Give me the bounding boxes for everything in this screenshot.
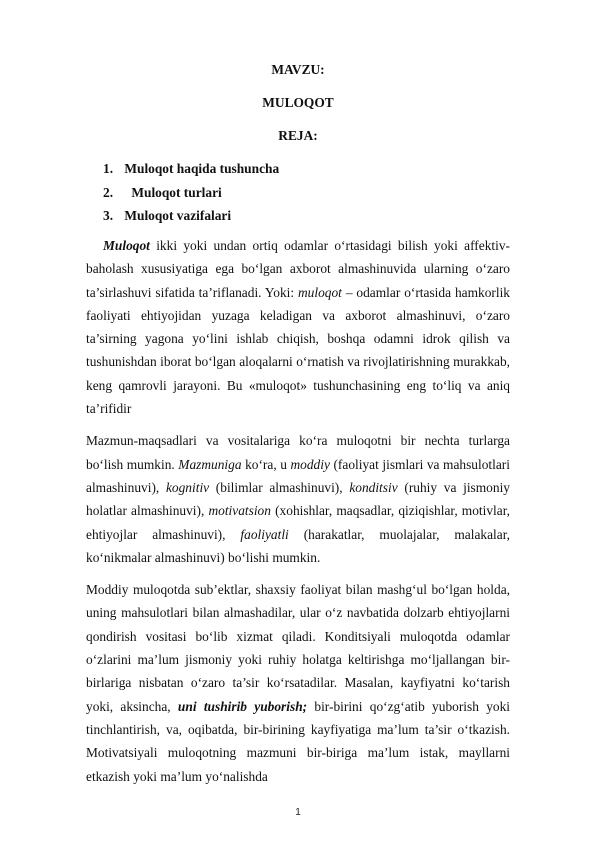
paragraph-text: Mazmun-maqsadlari va vositalariga ko‘ra muloqotni bir nechta turlarga bo‘lish mumkin. — [86, 433, 510, 472]
page-number: 1 — [295, 807, 301, 818]
paragraph-text: (xohishlar, maqsadlar, qiziqishlar, motivlar, ehtiyojlar almashinuvi), — [86, 503, 510, 542]
plan-heading: REJA: — [278, 128, 318, 143]
plan-item — [103, 181, 279, 205]
title-heading: MULOQOT — [262, 95, 334, 110]
plan-item — [103, 157, 279, 181]
plan-item-text: Muloqot turlari — [131, 184, 222, 200]
term-muloqot-italic: muloqot — [298, 284, 342, 300]
paragraph-text: ikki yoki undan ortiq odamlar o‘rtasidagi bilish yoki affektiv-baholash xususiyatiga ega bo‘lgan axborot almashinuvida ularning o‘zaro ta’sirlashuvi sifatida ta’riflanadi. Yoki: — [86, 238, 510, 300]
paragraph-text: (faoliyat jismlari va mahsulotlari almashinuvi), — [86, 456, 510, 495]
paragraph-text: – odamlar o‘rtasida hamkorlik faoliyati ehtiyojidan yuzaga keladigan va axborot almashinuvi, o‘zaro ta’sirning yagona yo‘lini ishlab chiqish, boshqa odamni idrok qilish va tushunishdan iborat bo‘lgan aloqalarni o‘rnatish va rivojlatirishning murakkab, keng qamrovli jarayoni. Bu «muloqot» tushunchasining eng to‘liq va aniq ta’rifidir — [86, 284, 510, 417]
paragraph-definition — [86, 234, 510, 420]
term-bold-italic: uni tushirib yuborish; — [177, 698, 308, 714]
plan-item-text: Muloqot vazifalari — [124, 208, 232, 223]
plan-list — [103, 157, 279, 228]
term-italic: konditsiv — [349, 479, 398, 495]
term-italic: motivatsion — [208, 503, 271, 519]
paragraph-text: (ruhiy va jismoniy holatlar almashinuvi), — [86, 479, 510, 519]
term-italic: Mazmuniga — [178, 456, 242, 472]
term-italic: moddiy — [290, 456, 330, 472]
paragraph-text: bir-birini qo‘zg‘atib yuborish yoki tinchlantirish, va, oqibatda, bir-birining kayfiyatiga ma’lum ta’sir o‘tkazish. Motivatsiyali muloqotning mazmuni bir-biriga ma’lum istak, mayllarni etkazish yoki ma’lum yo‘nalishda — [86, 698, 511, 784]
plan-item-text: Muloqot haqida tushuncha — [124, 161, 280, 176]
plan-item-number: 2. — [103, 184, 114, 200]
paragraph-material — [86, 578, 510, 788]
term-italic: faoliyatli — [240, 526, 289, 542]
plan-item — [103, 204, 279, 228]
topic-heading: MAVZU: — [271, 62, 325, 77]
term-muloqot: Muloqot — [103, 238, 150, 253]
paragraph-types — [86, 429, 510, 569]
paragraph-text: (harakatlar, muolajalar, malakalar, ko‘nikmalar almashinuvi) bo‘lishi mumkin. — [86, 526, 510, 565]
paragraph-text: ko‘ra, u — [241, 456, 291, 472]
plan-item-number: 1. — [103, 161, 114, 176]
term-italic: kognitiv — [165, 479, 210, 495]
plan-item-number: 3. — [103, 208, 114, 223]
body-text — [86, 234, 510, 788]
paragraph-text: (bilimlar almashinuvi), — [209, 479, 350, 495]
paragraph-text: Moddiy muloqotda sub’ektlar, shaxsiy faoliyat bilan mashg‘ul bo‘lgan holda, uning mahsulotlari bilan almashadilar, ular o‘z navbatida dolzarb ehtiyojlarni qondirish vositasi bo‘lib xizmat qiladi. Konditsiyali muloqotda odamlar o‘zlarini ma’lum jismoniy yoki ruhiy holatga keltirishga mo‘ljallangan bir-birlariga nisbatan o‘zaro ta’sir ko‘rsatadilar. Masalan, kayfiyatni ko‘tarish yoki, aksincha, — [86, 582, 510, 714]
